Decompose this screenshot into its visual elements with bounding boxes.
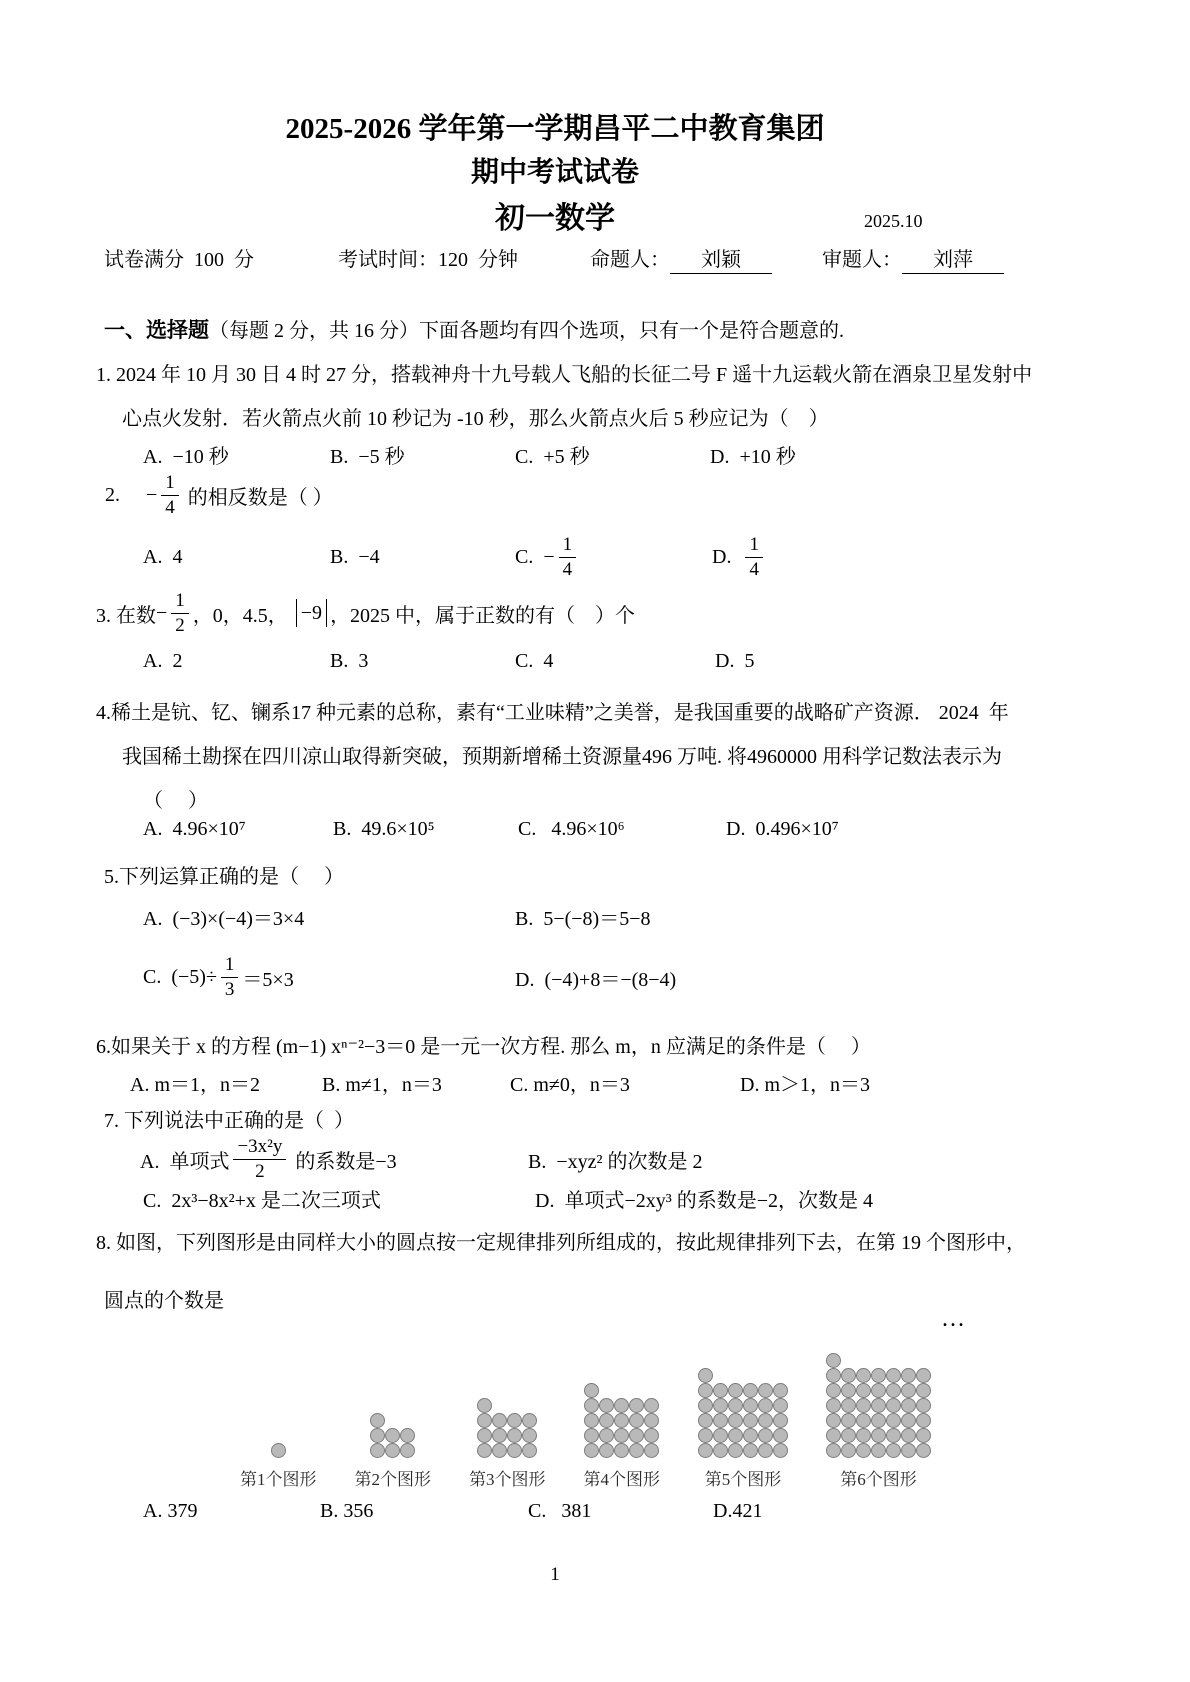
q2-option-d-fraction: $\frac{1}{4}$ (745, 534, 763, 581)
q4-option-c: C. 4.96×10⁶ (518, 818, 625, 840)
q6-option-b: B. m≠1，n＝3 (322, 1074, 442, 1096)
pattern-dot (629, 1398, 644, 1413)
pattern-dot (713, 1428, 728, 1443)
q6-stem: 6.如果关于 x 的方程 (m−1) xⁿ⁻²−3＝0 是一元一次方程. 那么 m，n 应满足的条件是（ ） (96, 1036, 871, 1058)
pattern-dot (886, 1428, 901, 1443)
q3-stem (96, 584, 635, 642)
pattern-dot (886, 1443, 901, 1458)
pattern-dot (522, 1443, 537, 1458)
q2-option-d: D. $\frac{1}{4}$ (712, 528, 767, 586)
pattern-dot (758, 1443, 773, 1458)
pattern-dot (713, 1383, 728, 1398)
pattern-dot (916, 1398, 931, 1413)
dot-cluster (826, 1353, 931, 1458)
q5-option-d: D. (−4)+8＝−(8−4) (515, 968, 677, 991)
pattern-dot (400, 1428, 415, 1443)
q3-option-c: C. 4 (515, 650, 554, 672)
pattern-dot (644, 1443, 659, 1458)
pattern-dot (629, 1428, 644, 1443)
q2-fraction: $\frac{1}{4}$ (161, 472, 179, 519)
pattern-dot (629, 1443, 644, 1458)
pattern-dot (886, 1383, 901, 1398)
pattern-dot (370, 1443, 385, 1458)
dot-grid (584, 1398, 659, 1458)
pattern-dot (522, 1413, 537, 1428)
pattern-dot (743, 1398, 758, 1413)
pattern-dot (584, 1443, 599, 1458)
pattern-dot (871, 1428, 886, 1443)
q5-option-c: C. (−5)÷ $\frac{1}{3}$ ＝5×3 (143, 953, 294, 1000)
figure-label-5: 第5个图形 (704, 1470, 782, 1489)
dot-grid (698, 1383, 788, 1458)
q2-option-b: B. −4 (330, 545, 380, 568)
pattern-dot (492, 1443, 507, 1458)
pattern-dot (856, 1368, 871, 1383)
pattern-dot (599, 1428, 614, 1443)
exam-title-line2: 期中考试试卷 (470, 157, 639, 188)
pattern-figure-3 (469, 1398, 546, 1490)
exam-title-line3: 初一数学 (495, 202, 615, 235)
q8-option-a: A. 379 (143, 1500, 198, 1522)
q3-suffix: ，2025 中，属于正数的有（ ）个 (330, 604, 636, 627)
figure-label-3: 第3个图形 (469, 1470, 546, 1489)
q8-line1: 8. 如图，下列图形是由同样大小的圆点按一定规律排列所组成的，按此规律排列下去，在第 19 个图形中， (96, 1232, 1026, 1254)
dot-cluster (584, 1383, 659, 1458)
pattern-dot (728, 1413, 743, 1428)
pattern-ellipsis: ... (942, 1306, 966, 1332)
reviewer-name: 刘萍 (902, 243, 1004, 274)
pattern-dot (916, 1368, 931, 1383)
pattern-dot (871, 1368, 886, 1383)
pattern-dot (599, 1398, 614, 1413)
q6-option-d: D. m＞1，n＝3 (740, 1074, 870, 1096)
pattern-dot (841, 1398, 856, 1413)
pattern-dot (826, 1398, 841, 1413)
pattern-dot (916, 1443, 931, 1458)
pattern-dot (644, 1398, 659, 1413)
pattern-dot (871, 1398, 886, 1413)
q2-minus-sign: − (146, 483, 158, 506)
pattern-dot (477, 1413, 492, 1428)
pattern-dot (916, 1383, 931, 1398)
pattern-dot (698, 1428, 713, 1443)
reviewer-field (822, 243, 1004, 274)
pattern-dot (713, 1413, 728, 1428)
pattern-dot (758, 1383, 773, 1398)
pattern-figure-2 (355, 1413, 432, 1490)
pattern-dot (629, 1413, 644, 1428)
q2-number: 2. (105, 483, 120, 506)
q4-option-d: D. 0.496×10⁷ (726, 818, 839, 840)
pattern-dot (614, 1413, 629, 1428)
pattern-dot (477, 1428, 492, 1443)
q7-options-row2 (0, 1184, 1190, 1216)
pattern-dot (644, 1428, 659, 1443)
dot-cluster (477, 1398, 537, 1458)
q1-line2: 心点火发射．若火箭点火前 10 秒记为 -10 秒，那么火箭点火后 5 秒应记为（ ） (122, 408, 829, 430)
pattern-dot (856, 1383, 871, 1398)
pattern-dot (826, 1383, 841, 1398)
setter-label: 命题人： (590, 249, 670, 271)
pattern-dot (758, 1428, 773, 1443)
q6-options (0, 1068, 1190, 1098)
pattern-dot (698, 1413, 713, 1428)
q1-option-a: A. −10 秒 (143, 446, 229, 468)
pattern-dot (826, 1413, 841, 1428)
full-score-label: 试卷满分 100 分 (104, 249, 254, 271)
pattern-dot (507, 1428, 522, 1443)
q2-option-c: C. − $\frac{1}{4}$ (515, 528, 580, 586)
q8-option-d: D.421 (713, 1500, 763, 1522)
q2-stem (105, 466, 333, 524)
pattern-dot (370, 1428, 385, 1443)
pattern-dot (826, 1443, 841, 1458)
q7-option-c: C. 2x³−8x²+x 是二次三项式 (143, 1190, 381, 1212)
q4-option-a: A. 4.96×10⁷ (143, 818, 246, 840)
pattern-dot (758, 1398, 773, 1413)
pattern-dot (477, 1443, 492, 1458)
pattern-dot (728, 1383, 743, 1398)
q4-line3: （ ） (143, 790, 208, 812)
pattern-dot (856, 1428, 871, 1443)
q1-option-c: C. +5 秒 (515, 446, 590, 468)
pattern-dot (886, 1413, 901, 1428)
exam-title-line1: 2025-2026 学年第一学期昌平二中教育集团 (285, 113, 825, 145)
q8-line2: 圆点的个数是 (104, 1290, 224, 1312)
dot-grid (370, 1428, 415, 1458)
q6-option-c: C. m≠0，n＝3 (510, 1074, 630, 1096)
pattern-dot (826, 1353, 841, 1368)
pattern-dot (584, 1413, 599, 1428)
section-heading-rest: （每题 2 分，共 16 分）下面各题均有四个选项，只有一个是符合题意的. (209, 320, 844, 342)
pattern-dot (901, 1383, 916, 1398)
pattern-dot (886, 1368, 901, 1383)
q5-options-row2 (0, 946, 1190, 1008)
q7-stem: 7. 下列说法中正确的是（ ） (104, 1110, 354, 1132)
q4-options (0, 818, 1190, 848)
pattern-dot (901, 1398, 916, 1413)
pattern-dot (901, 1443, 916, 1458)
duration-label: 考试时间：120 分钟 (338, 249, 518, 271)
pattern-dot (901, 1428, 916, 1443)
q5-stem: 5.下列运算正确的是（ ） (104, 866, 344, 888)
pattern-dot (385, 1428, 400, 1443)
pattern-dot (698, 1398, 713, 1413)
dot-cluster (698, 1368, 788, 1458)
q2-options (0, 528, 1190, 586)
pattern-figure-1 (240, 1443, 317, 1490)
q5-options-row1 (0, 902, 1190, 938)
q2-stem-text: 的相反数是（ ） (182, 486, 333, 509)
figure-label-4: 第4个图形 (583, 1470, 660, 1489)
pattern-dot (743, 1428, 758, 1443)
pattern-dot (901, 1368, 916, 1383)
q3-minus-sign: − (156, 601, 168, 624)
pattern-dot (728, 1428, 743, 1443)
pattern-dot (856, 1443, 871, 1458)
dot-grid (826, 1368, 931, 1458)
pattern-dot (916, 1428, 931, 1443)
q3-option-d: D. 5 (715, 650, 755, 672)
pattern-dot (522, 1428, 537, 1443)
q7-option-b: B. −xyz² 的次数是 2 (528, 1150, 703, 1173)
pattern-dot (773, 1428, 788, 1443)
dot-cluster (370, 1413, 415, 1458)
pattern-dot (871, 1383, 886, 1398)
pattern-dot (713, 1398, 728, 1413)
pattern-dot (370, 1413, 385, 1428)
pattern-dot (773, 1398, 788, 1413)
q6-option-a: A. m＝1，n＝2 (130, 1074, 260, 1096)
pattern-figure-5 (698, 1368, 788, 1490)
q5-option-a: A. (−3)×(−4)＝3×4 (143, 908, 305, 930)
figure-label-6: 第6个图形 (840, 1470, 917, 1489)
pattern-figure-6 (826, 1353, 931, 1490)
section-heading (104, 314, 844, 344)
pattern-figure-4 (584, 1383, 661, 1490)
pattern-dot (584, 1428, 599, 1443)
pattern-dot (841, 1428, 856, 1443)
section-heading-bold: 一、选择题 (104, 318, 209, 342)
q1-option-d: D. +10 秒 (710, 446, 796, 468)
pattern-dot (644, 1413, 659, 1428)
pattern-dot (599, 1413, 614, 1428)
pattern-dot (507, 1413, 522, 1428)
q3-absolute-value: −9 (296, 599, 327, 627)
q2-option-a: A. 4 (143, 545, 183, 568)
pattern-dot (916, 1413, 931, 1428)
pattern-dot (507, 1443, 522, 1458)
pattern-figures (240, 1338, 931, 1490)
pattern-dot (773, 1413, 788, 1428)
dot-cluster (271, 1443, 286, 1458)
pattern-dot (841, 1368, 856, 1383)
q3-mid: ，0，4.5， (192, 604, 293, 627)
pattern-dot (584, 1383, 599, 1398)
pattern-dot (841, 1383, 856, 1398)
pattern-dot (477, 1398, 492, 1413)
pattern-dot (743, 1383, 758, 1398)
q3-prefix: 3. 在数 (96, 604, 156, 627)
q5-option-b: B. 5−(−8)＝5−8 (515, 908, 651, 930)
q4-line1: 4.稀土是钪、钇、镧系17 种元素的总称，素有“工业味精”之美誉，是我国重要的战略矿产资源． 2024 年 (96, 702, 1009, 724)
pattern-dot (871, 1413, 886, 1428)
dot-grid (477, 1413, 537, 1458)
q8-options (0, 1500, 1190, 1530)
pattern-dot (400, 1443, 415, 1458)
pattern-dot (584, 1398, 599, 1413)
pattern-dot (856, 1398, 871, 1413)
setter-name: 刘颖 (670, 243, 772, 274)
pattern-dot (698, 1368, 713, 1383)
pattern-dot (826, 1428, 841, 1443)
pattern-dot (614, 1398, 629, 1413)
figure-label-2: 第2个图形 (354, 1470, 431, 1489)
pattern-dot (599, 1443, 614, 1458)
pattern-dot (773, 1383, 788, 1398)
q7-option-a: A. 单项式 $\frac{\text{−3x²y}}{2}$ 的系数是−3 (140, 1135, 397, 1182)
pattern-dot (728, 1443, 743, 1458)
q3-option-b: B. 3 (330, 650, 369, 672)
reviewer-label: 审题人： (822, 249, 902, 271)
q2-option-c-fraction: $\frac{1}{4}$ (559, 534, 577, 581)
pattern-dot (698, 1443, 713, 1458)
pattern-dot (871, 1443, 886, 1458)
pattern-dot (614, 1428, 629, 1443)
pattern-dot (492, 1413, 507, 1428)
pattern-dot (743, 1413, 758, 1428)
pattern-dot (743, 1443, 758, 1458)
pattern-dot (728, 1398, 743, 1413)
figure-label-1: 第1个图形 (240, 1470, 317, 1489)
q5-option-c-fraction: $\frac{1}{3}$ (221, 954, 239, 1001)
q1-line1: 1. 2024 年 10 月 30 日 4 时 27 分，搭载神舟十九号载人飞船的长征二号 F 遥十九运载火箭在酒泉卫星发射中 (96, 364, 1033, 386)
exam-date: 2025.10 (864, 211, 923, 231)
pattern-dot (713, 1443, 728, 1458)
page-number: 1 (550, 1564, 560, 1585)
setter-field (590, 243, 772, 274)
q1-option-b: B. −5 秒 (330, 446, 405, 468)
pattern-dot (826, 1368, 841, 1383)
q7-options-row1 (0, 1132, 1190, 1186)
q7-option-d: D. 单项式−2xy³ 的系数是−2，次数是 4 (535, 1190, 873, 1212)
pattern-dot (901, 1413, 916, 1428)
pattern-dot (614, 1443, 629, 1458)
pattern-dot (758, 1413, 773, 1428)
pattern-dot (492, 1428, 507, 1443)
pattern-dot (385, 1443, 400, 1458)
q8-option-c: C. 381 (528, 1500, 592, 1522)
pattern-dot (856, 1413, 871, 1428)
pattern-dot (773, 1443, 788, 1458)
pattern-dot (886, 1398, 901, 1413)
pattern-dot (271, 1443, 286, 1458)
q4-line2: 我国稀土勘探在四川凉山取得新突破，预期新增稀土资源量496 万吨. 将4960000 用科学记数法表示为 (122, 746, 1002, 768)
pattern-dot (841, 1413, 856, 1428)
pattern-dot (841, 1443, 856, 1458)
q3-fraction: $\frac{1}{2}$ (171, 590, 189, 637)
pattern-dot (698, 1383, 713, 1398)
q3-options (0, 650, 1190, 680)
q3-option-a: A. 2 (143, 650, 183, 672)
q4-option-b: B. 49.6×10⁵ (333, 818, 435, 840)
q7-option-a-fraction: $\frac{\text{−3x²y}}{2}$ (233, 1136, 286, 1183)
q8-option-b: B. 356 (320, 1500, 374, 1522)
